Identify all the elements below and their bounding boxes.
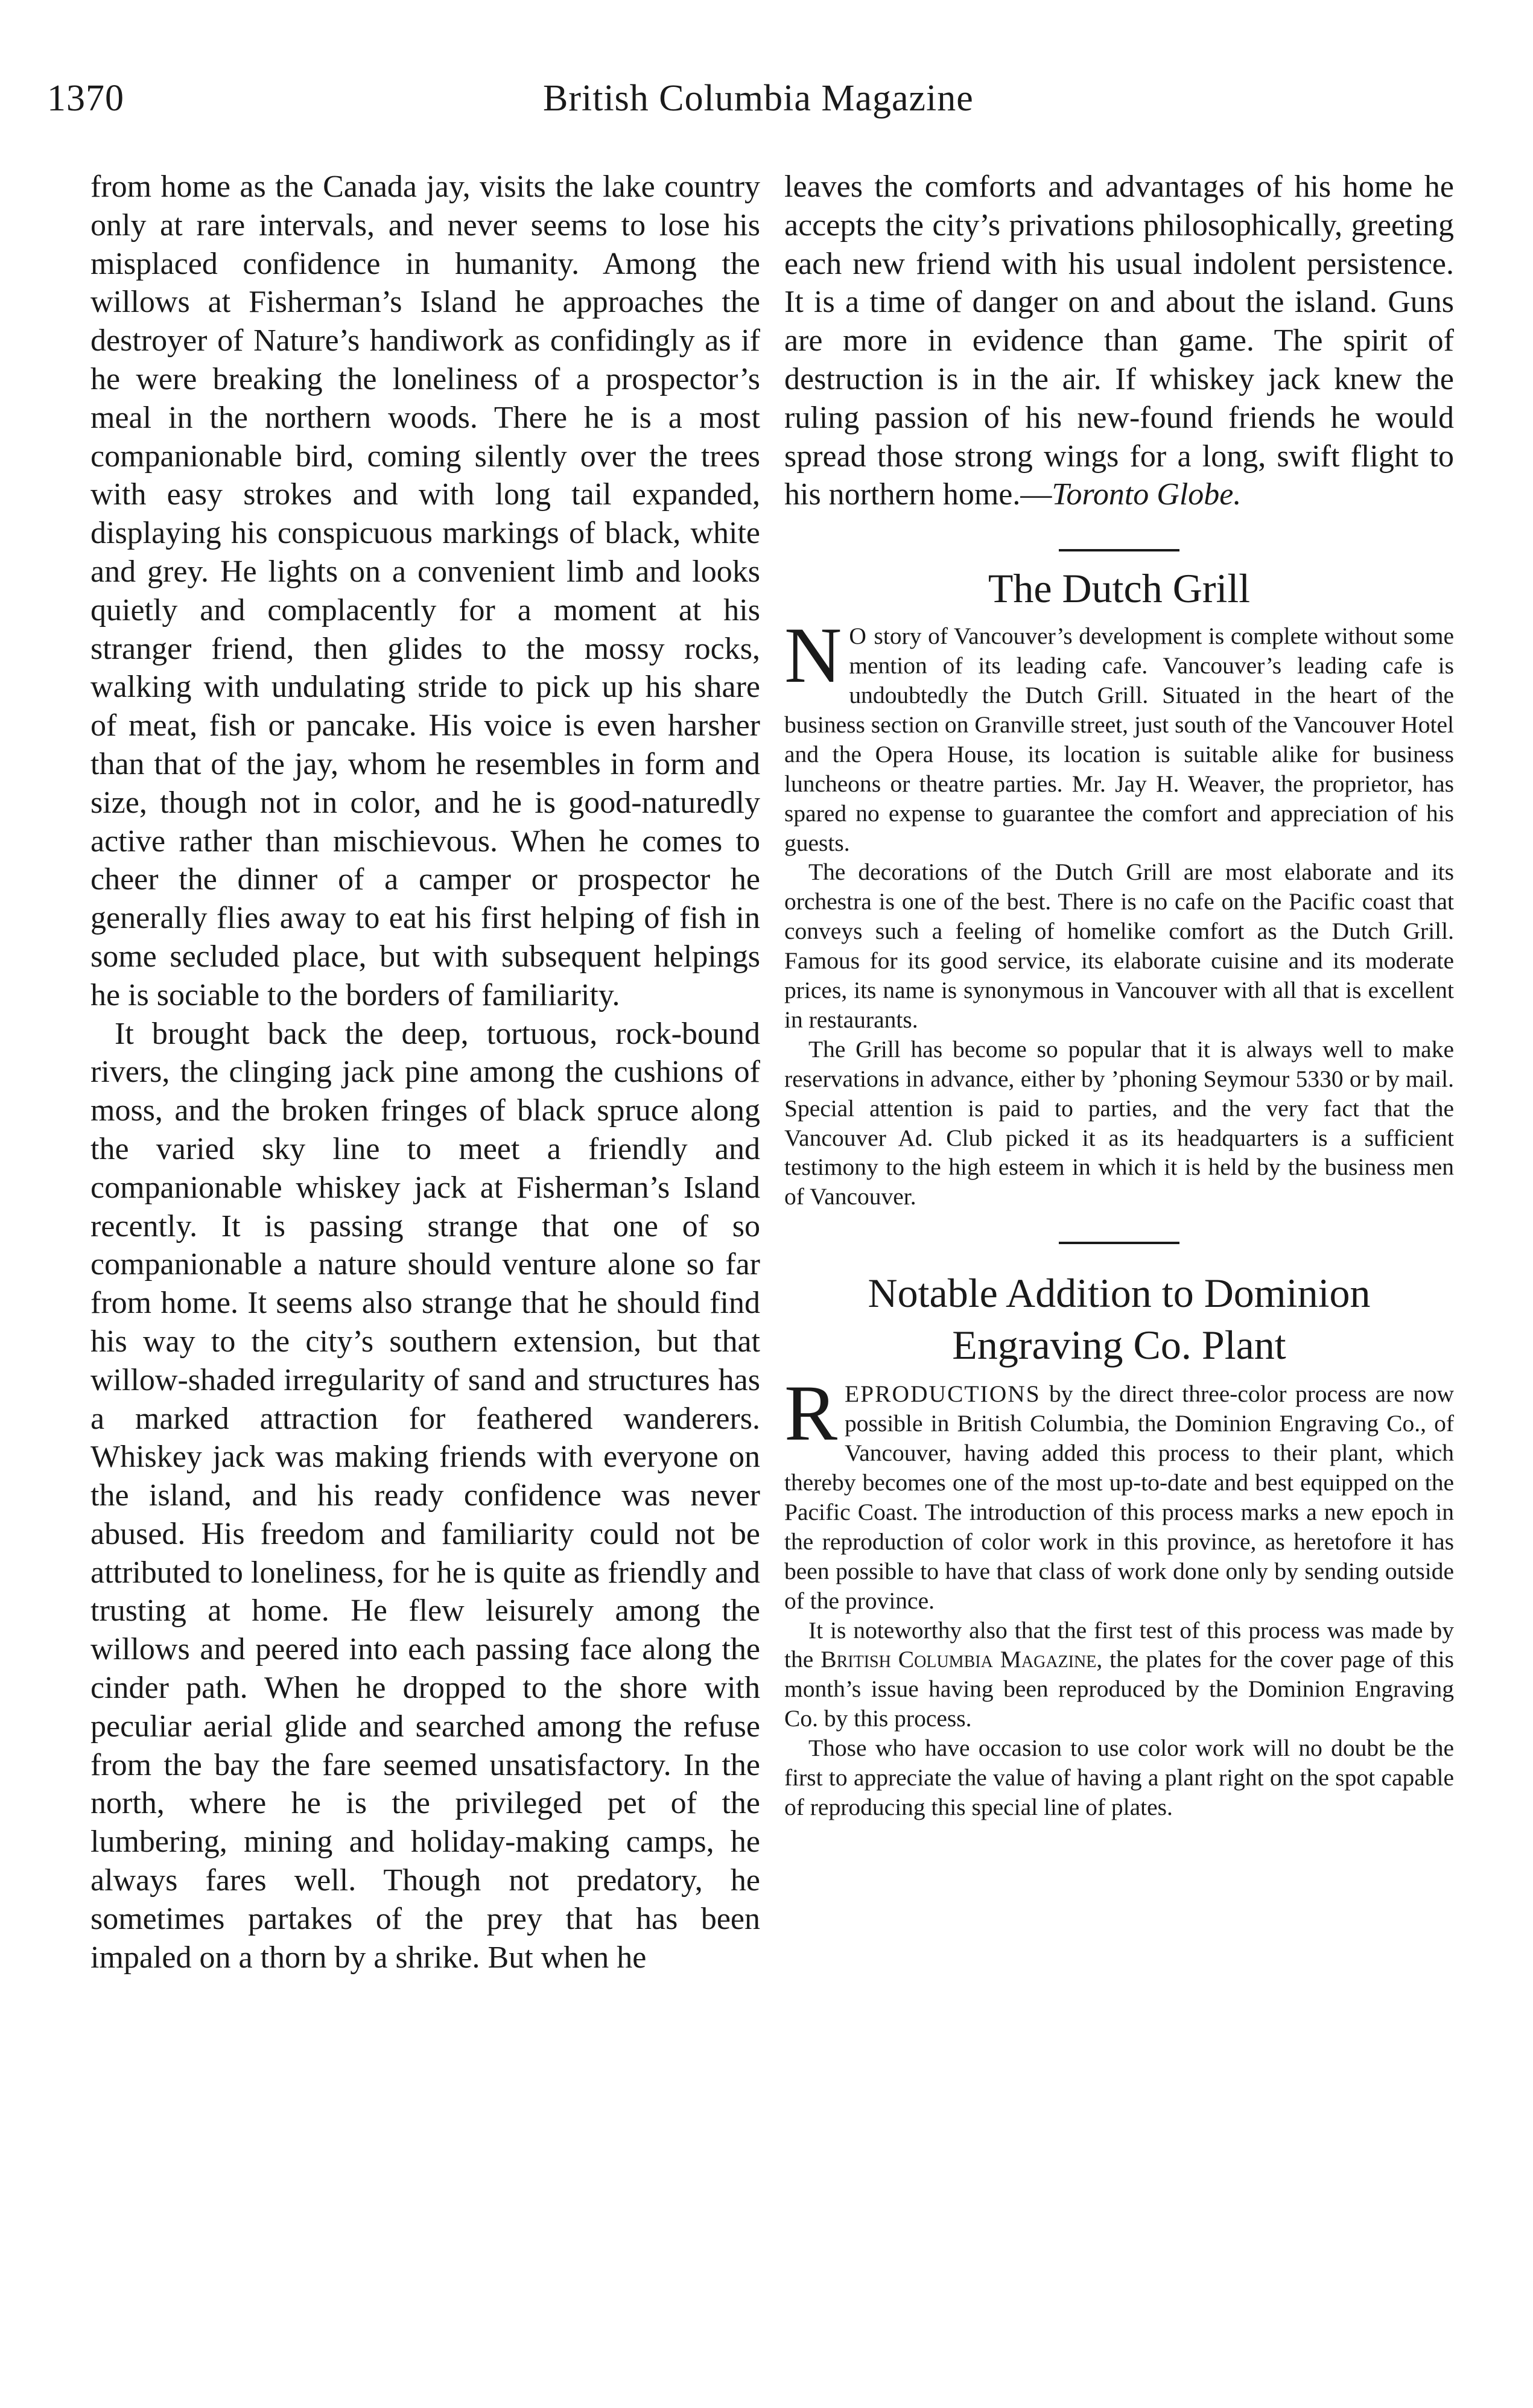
lead-caps: O xyxy=(849,623,868,650)
article-title-line-2: Engraving Co. Plant xyxy=(952,1322,1286,1368)
engraving-paragraph-2-end: , the plates for the cover page of this month’s issue having been reproduced by the Dominion Engraving Co. by this process. xyxy=(784,1646,1454,1732)
left-paragraph-1: from home as the Canada jay, visits the lake country only at rare intervals, and never seems to lose his misplaced confidence in humanity. Among the willows at Fisherman’s Island he approaches the destroyer of Nature’s handiwork as confidingly as if he were breaking the loneliness of a prospector’s meal in the northern woods. There he is a most companionable bird, coming silently over the trees with easy strokes and with long tail expanded, displaying his conspicuous markings of black, white and grey. He lights on a convenient limb and looks quietly and complacently for a moment at his stranger friend, then glides to the mossy rocks, walking with undulating stride to pick up his share of meat, fish or pancake. His voice is even harsher than that of the jay, whom he resembles in form and size, though not in color, and he is good-naturedly active rather than mischievous. When he comes to cheer the dinner of a camper or prospector he generally flies away to eat his first helping of fish in some secluded place, but with subsequent helpings he is sociable to the borders of familiarity. xyxy=(90,170,760,1012)
page-number: 1370 xyxy=(47,78,124,119)
magazine-name: British Columbia Magazine xyxy=(820,1646,1097,1673)
right-column xyxy=(784,168,1454,1822)
engraving-paragraph-2-start: It is noteworthy also that the first test of this process was made by the xyxy=(784,1616,1454,1673)
engraving-article xyxy=(784,1368,1454,1822)
running-head: British Columbia Magazine xyxy=(543,78,974,119)
continuation-paragraph xyxy=(784,168,1454,514)
lead-caps-reproductions: EPRODUCTIONS xyxy=(845,1380,1041,1408)
dutch-grill-paragraph-1-text: story of Vancouver’s development is complete without some mention of its leading cafe. Vancouver’s leading cafe is undoubtedly the Dutch Grill. Situated in the heart of the business section on Granville street, just south of the Vancouver Hotel and the Opera House, its location is suitable alike for business luncheons or theatre parties. Mr. Jay H. Weaver, the proprietor, has spared no expense to guarantee the comfort and appreciation of his guests. xyxy=(784,623,1454,856)
engraving-paragraph-3: Those who have occasion to use color work will no doubt be the first to appreciate the value of having a plant right on the spot capable of reproducing this special line of plates. xyxy=(784,1735,1454,1820)
source-credit: Toronto Globe. xyxy=(1052,477,1242,512)
left-column xyxy=(90,168,760,1977)
article-title-dutch-grill: The Dutch Grill xyxy=(988,565,1251,612)
dutch-grill-paragraph-1 xyxy=(784,611,1454,857)
engraving-paragraph-1-text: by the direct three-color process are now possible in British Columbia, the Dominion Engraving Co., of Vancouver, having added this process to their plant, which thereby becomes one of the most up-to-date and best equipped on the Pacific Coast. The introduction of this process marks a new epoch in the reproduction of color work in this province, as heretofore it has been possible to have that class of work done only by sending outside of the province. xyxy=(784,1380,1454,1614)
drop-cap-n: N xyxy=(784,611,842,700)
dutch-grill-article xyxy=(784,611,1454,1212)
dutch-grill-paragraph-2: The decorations of the Dutch Grill are most elaborate and its orchestra is one of the best. There is no cafe on the Pacific coast that conveys such a feeling of homelike comfort as the Dutch Grill. Famous for its good service, its elaborate cuisine and its moderate prices, its name is synonymous in Vancouver with all that is excellent in restaurants. xyxy=(784,859,1454,1033)
drop-cap-r: R xyxy=(784,1368,838,1458)
continuation-text: leaves the comforts and advantages of his home he accepts the city’s privations philosophically, greeting each new friend with his usual indolent persistence. It is a time of danger on and about the island. Guns are more in evidence than game. The spirit of destruction is in the air. If whiskey jack knew the ruling passion of his new-found friends he would spread those strong wings for a long, swift flight to his northern home.— xyxy=(784,170,1454,512)
engraving-paragraph-2 xyxy=(784,1616,1454,1734)
left-paragraph-2: It brought back the deep, tortuous, rock-bound rivers, the clinging jack pine among the cushions of moss, and the broken fringes of black spruce along the varied sky line to meet a friendly and companionable whiskey jack at Fisherman’s Island recently. It is passing strange that one of so companionable a nature should venture alone so far from home. It seems also strange that he should find his way to the city’s southern extension, but that willow-shaded irregularity of sand and structures has a marked attraction for feathered wanderers. Whiskey jack was making friends with everyone on the island, and his ready confidence was never abused. His freedom and familiarity could not be attributed to loneliness, for he is quite as friendly and trusting at home. He flew leisurely among the willows and peered into each passing face along the cinder path. When he dropped to the shore with peculiar aerial glide and searched among the refuse from the bay the fare seemed unsatisfactory. In the north, where he is the privileged pet of the lumbering, mining and holiday-making camps, he always fares well. Though not predatory, he sometimes partakes of the prey that has been impaled on a thorn by a shrike. But when he xyxy=(90,1016,760,1975)
article-title-line-1: Notable Addition to Dominion xyxy=(868,1270,1371,1317)
dutch-grill-paragraph-3: The Grill has become so popular that it is always well to make reservations in advance, either by ’phoning Seymour 5330 or by mail. Special attention is paid to parties, and the very fact that the Vancouver Ad. Club picked it as its headquarters is a sufficient testimony to the high esteem in which it is held by the business men of Vancouver. xyxy=(784,1035,1454,1210)
engraving-paragraph-1 xyxy=(784,1368,1454,1615)
